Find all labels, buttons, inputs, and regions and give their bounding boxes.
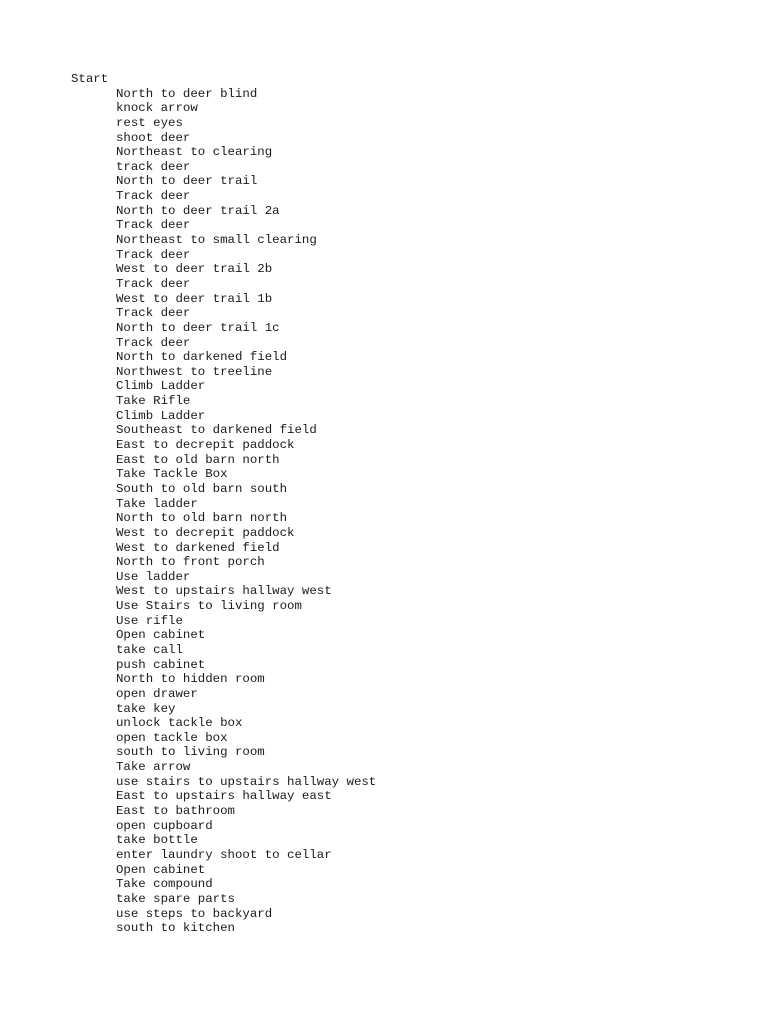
- walkthrough-step: Track deer: [116, 247, 191, 262]
- walkthrough-step: Take Rifle: [116, 394, 191, 409]
- walkthrough-step: South to old barn south: [116, 481, 288, 496]
- walkthrough-step: Open cabinet: [116, 862, 206, 877]
- walkthrough-step: shoot deer: [116, 130, 191, 145]
- walkthrough-step: open drawer: [116, 686, 198, 701]
- walkthrough-step: North to darkened field: [116, 350, 288, 365]
- walkthrough-step: use steps to backyard: [116, 906, 273, 921]
- walkthrough-step-list: [116, 87, 376, 936]
- walkthrough-step: West to deer trail 1b: [116, 291, 273, 306]
- walkthrough-step: unlock tackle box: [116, 716, 243, 731]
- walkthrough-step: Take arrow: [116, 760, 191, 775]
- walkthrough-document: [71, 72, 376, 936]
- walkthrough-step: Climb Ladder: [116, 408, 206, 423]
- walkthrough-step: Track deer: [116, 335, 191, 350]
- walkthrough-step: Northeast to small clearing: [116, 233, 317, 248]
- walkthrough-step: West to upstairs hallway west: [116, 584, 332, 599]
- walkthrough-step: Track deer: [116, 189, 191, 204]
- walkthrough-step: take bottle: [116, 833, 198, 848]
- walkthrough-step: West to decrepit paddock: [116, 525, 295, 540]
- walkthrough-step: Take Tackle Box: [116, 467, 228, 482]
- walkthrough-step: push cabinet: [116, 657, 206, 672]
- walkthrough-step: West to deer trail 2b: [116, 262, 273, 277]
- walkthrough-step: North to front porch: [116, 555, 265, 570]
- walkthrough-heading: Start: [71, 72, 109, 86]
- walkthrough-step: East to old barn north: [116, 452, 280, 467]
- walkthrough-step: East to decrepit paddock: [116, 438, 295, 453]
- walkthrough-step: Southeast to darkened field: [116, 423, 317, 438]
- walkthrough-step: East to bathroom: [116, 804, 235, 819]
- walkthrough-step: Open cabinet: [116, 628, 206, 643]
- walkthrough-step: Use rifle: [116, 613, 183, 628]
- walkthrough-step: Use ladder: [116, 569, 191, 584]
- walkthrough-step: Northeast to clearing: [116, 145, 273, 160]
- walkthrough-step: North to deer blind: [116, 86, 258, 101]
- walkthrough-step: Track deer: [116, 218, 191, 233]
- walkthrough-step: West to darkened field: [116, 540, 280, 555]
- walkthrough-step: south to living room: [116, 745, 265, 760]
- walkthrough-step: Take ladder: [116, 496, 198, 511]
- walkthrough-step: enter laundry shoot to cellar: [116, 847, 332, 862]
- walkthrough-step: take key: [116, 701, 176, 716]
- walkthrough-step: Track deer: [116, 306, 191, 321]
- walkthrough-step: south to kitchen: [116, 921, 235, 936]
- walkthrough-step: use stairs to upstairs hallway west: [116, 774, 377, 789]
- walkthrough-step: East to upstairs hallway east: [116, 789, 332, 804]
- walkthrough-step: Climb Ladder: [116, 379, 206, 394]
- walkthrough-step: open tackle box: [116, 730, 228, 745]
- walkthrough-step: Use Stairs to living room: [116, 599, 302, 614]
- walkthrough-step: North to old barn north: [116, 511, 288, 526]
- walkthrough-step: rest eyes: [116, 115, 183, 130]
- walkthrough-step: North to hidden room: [116, 672, 265, 687]
- walkthrough-step: track deer: [116, 159, 191, 174]
- walkthrough-step: knock arrow: [116, 101, 198, 116]
- walkthrough-step: Take compound: [116, 877, 213, 892]
- walkthrough-step: take call: [116, 642, 183, 657]
- walkthrough-step: take spare parts: [116, 891, 235, 906]
- walkthrough-step: North to deer trail 1c: [116, 320, 280, 335]
- walkthrough-step: North to deer trail: [116, 174, 258, 189]
- walkthrough-step: Track deer: [116, 276, 191, 291]
- walkthrough-step: North to deer trail 2a: [116, 203, 280, 218]
- walkthrough-step: open cupboard: [116, 818, 213, 833]
- walkthrough-step: Northwest to treeline: [116, 364, 273, 379]
